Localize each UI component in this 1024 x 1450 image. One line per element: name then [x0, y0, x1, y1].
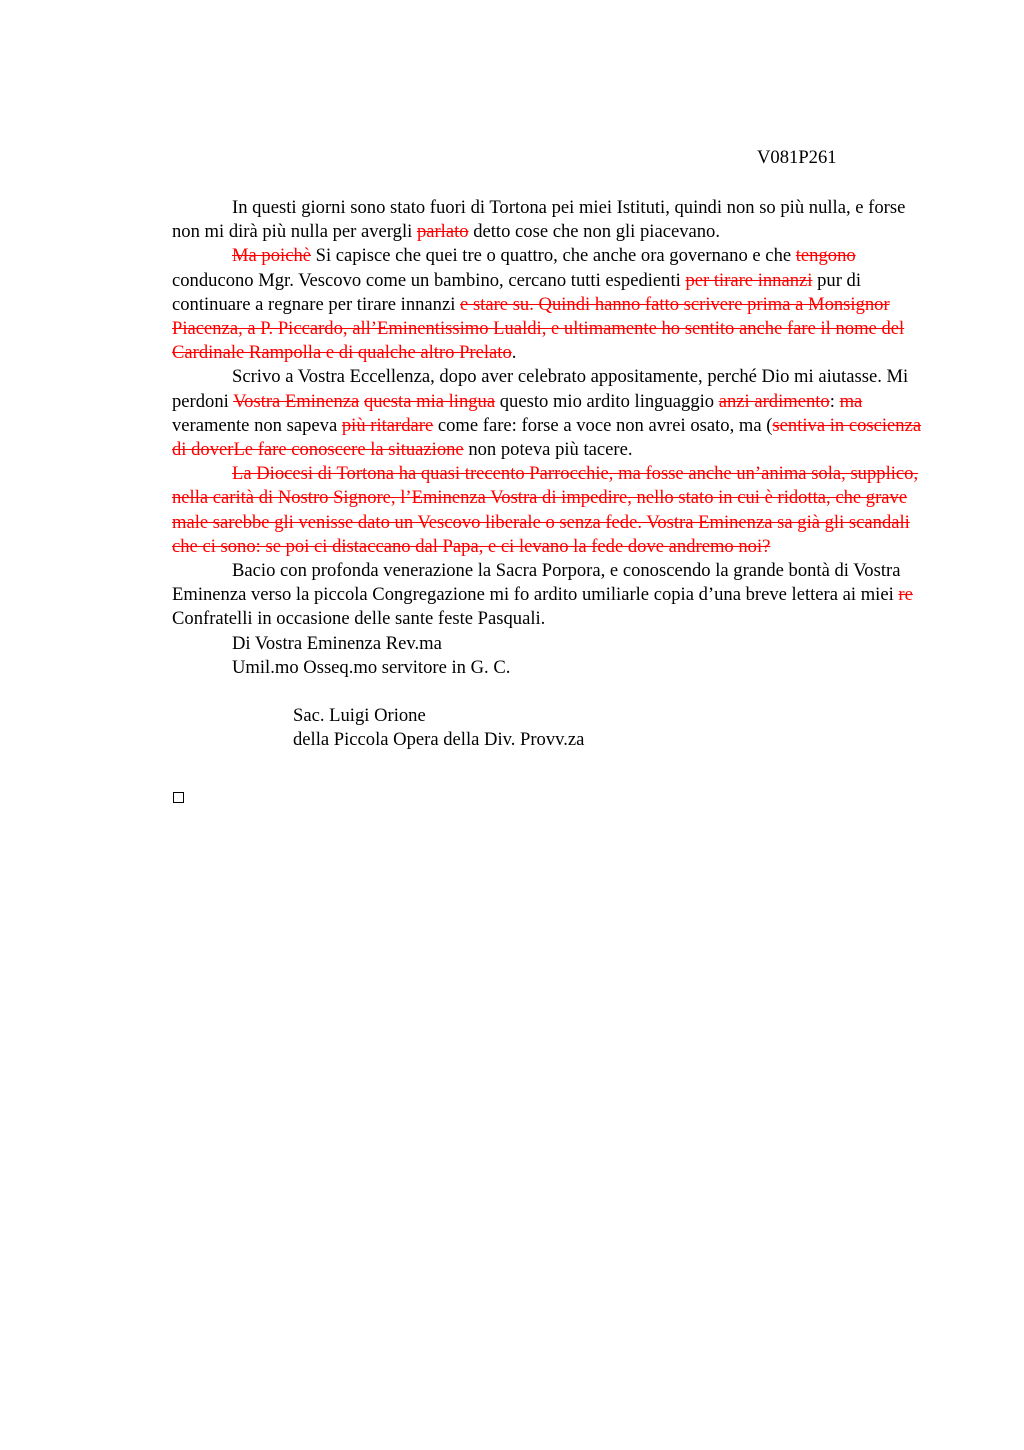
deleted-text: questa mia lingua	[363, 390, 496, 412]
deleted-text: anzi ardimento	[718, 390, 830, 412]
text-run: non poteva più tacere.	[463, 439, 633, 461]
page-reference: V081P261	[757, 147, 837, 168]
deleted-text: tengono	[795, 245, 856, 267]
letter-paragraph	[172, 244, 932, 365]
deleted-text: La Diocesi di Tortona ha quasi trecento Parrocchie, ma fosse anche un’anima sola, supplico, nella carità di Nostro Signore, l’Eminenza Vostra di impedire, nello stato in cui è ridotta, che grave male sarebbe gli venisse dato un Vescovo liberale o senza fede. Vostra Eminenza sa già gli scandali che ci sono: se poi ci distaccano dal Papa, e ci levano la fede dove andremo noi?	[172, 463, 919, 557]
text-run: conducono Mgr. Vescovo come un bambino, cercano tutti espedienti	[172, 269, 686, 291]
closing-servant-line: Umil.mo Osseq.mo servitore in G. C.	[232, 656, 511, 678]
deleted-text: Vostra Eminenza	[233, 390, 360, 412]
letter-paragraph	[172, 196, 932, 244]
text-run: detto cose che non gli piacevano.	[468, 221, 721, 243]
text-run: questo mio ardito linguaggio	[495, 390, 719, 412]
deleted-text: parlato	[416, 221, 469, 243]
deleted-text: sentiva in coscienza di doverLe fare conoscere la situazione	[172, 414, 922, 461]
letter-paragraphs	[172, 196, 932, 632]
deleted-text: ma	[839, 390, 863, 412]
deleted-text: per tirare innanzi	[685, 269, 813, 291]
text-run: pur di continuare a regnare per tirare innanzi	[172, 269, 861, 315]
letter-body	[172, 196, 932, 752]
letter-paragraph	[172, 559, 932, 632]
letter-paragraph	[172, 462, 932, 559]
checkbox-square-icon	[173, 792, 184, 803]
text-run: Confratelli in occasione delle sante feste Pasquali.	[172, 608, 546, 630]
closing-salutation: Di Vostra Eminenza Rev.ma	[232, 632, 442, 654]
letter-paragraph	[172, 365, 932, 462]
signature-block	[172, 704, 932, 752]
text-run: .	[511, 342, 517, 364]
deleted-text: re	[898, 584, 913, 606]
signature-organization: della Piccola Opera della Div. Provv.za	[293, 729, 585, 751]
deleted-text: e stare su. Quindi hanno fatto scrivere prima a Monsignor Piacenza, a P. Piccardo, all’Eminentissimo Lualdi, e ultimamente ho sentito anche fare il nome del Cardinale Rampolla e di qualche altro Prelato	[172, 293, 905, 364]
text-run: come fare: forse a voce non avrei osato, ma (	[433, 414, 773, 436]
text-run: Bacio con profonda venerazione la Sacra Porpora, e conoscendo la grande bontà di Vostra Eminenza verso la piccola Congregazione mi fo ardito umiliarle copia d’una breve lettera ai miei	[172, 560, 901, 606]
text-run: In questi giorni sono stato fuori di Tortona pei miei Istituti, quindi non so più nulla, e forse non mi dirà più nulla per avergli	[172, 197, 906, 243]
deleted-text: più ritardare	[341, 414, 434, 436]
text-run: veramente non sapeva	[172, 414, 342, 436]
text-run: :	[829, 390, 840, 412]
text-run: Scrivo a Vostra Eccellenza, dopo aver celebrato appositamente, perché Dio mi aiutasse. Mi perdoni	[172, 366, 909, 412]
signature-name: Sac. Luigi Orione	[293, 705, 426, 727]
text-run: Si capisce che quei tre o quattro, che anche ora governano e che	[311, 245, 796, 267]
deleted-text: Ma poichè	[232, 245, 311, 267]
